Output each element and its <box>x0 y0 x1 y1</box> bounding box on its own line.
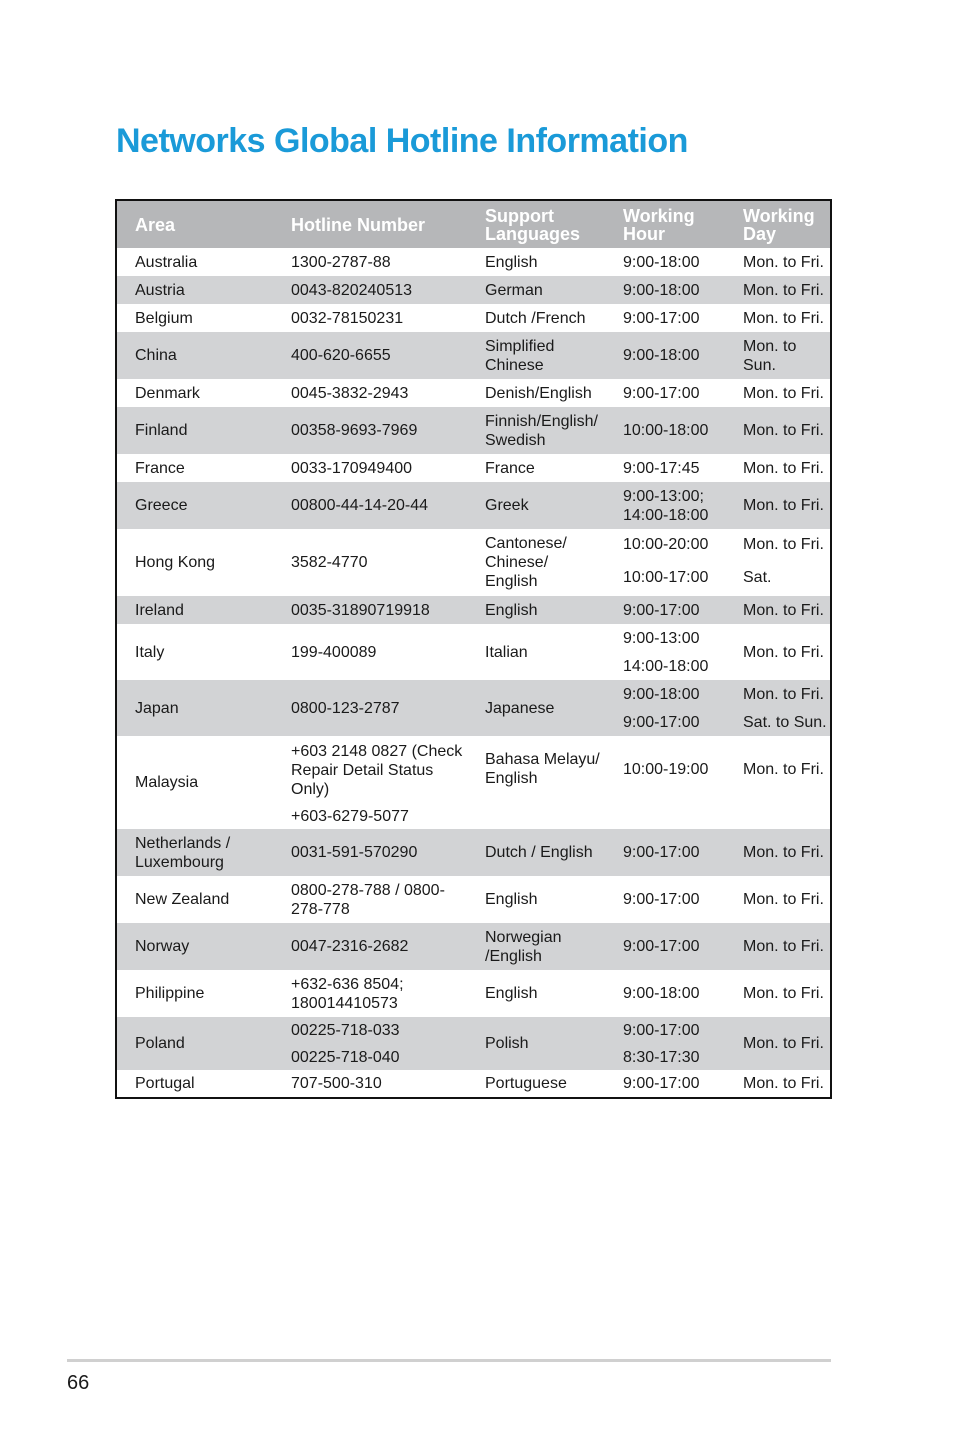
cell-area: Hong Kong <box>116 529 273 596</box>
cell-hotline: 0032-78150231 <box>273 304 467 332</box>
cell-days: Mon. to Fri. <box>725 829 831 876</box>
cell-language: English <box>467 970 605 1017</box>
cell-hours: 9:00-18:00 <box>605 970 725 1017</box>
table-row <box>116 1017 831 1044</box>
cell-hotline: 0043-820240513 <box>273 276 467 304</box>
page-title: Networks Global Hotline Information <box>116 122 688 160</box>
cell-language: Greek <box>467 482 605 529</box>
cell-hotline: 1300-2787-88 <box>273 248 467 276</box>
table-row <box>116 596 831 624</box>
cell-days: Mon. to Fri. <box>725 248 831 276</box>
hotline-table <box>115 199 832 1099</box>
cell-days: Mon. to Fri. <box>725 276 831 304</box>
cell-days: Mon. to Fri. <box>725 923 831 970</box>
cell-hours: 9:00-18:00 <box>605 332 725 379</box>
table-row <box>116 876 831 923</box>
table-row <box>116 736 831 804</box>
cell-area: New Zealand <box>116 876 273 923</box>
table-row <box>116 304 831 332</box>
cell-area: Japan <box>116 680 273 736</box>
cell-hours: 9:00-18:00 <box>605 680 725 708</box>
cell-area: Australia <box>116 248 273 276</box>
cell-hours: 9:00-17:00 <box>605 923 725 970</box>
cell-days: Mon. to Fri. <box>725 379 831 407</box>
table-row <box>116 454 831 482</box>
cell-language: Finnish/English/ Swedish <box>467 407 605 454</box>
cell-language: Simplified Chinese <box>467 332 605 379</box>
cell-days: Mon. to Fri. <box>725 970 831 1017</box>
cell-hours: 14:00-18:00 <box>605 652 725 680</box>
header-area: Area <box>116 200 273 248</box>
cell-language: Bahasa Melayu/ English <box>467 736 605 829</box>
header-support-languages: Support Languages <box>467 200 605 248</box>
cell-days: Mon. to Fri. <box>725 529 831 559</box>
cell-hours: 9:00-18:00 <box>605 276 725 304</box>
cell-hotline: 00800-44-14-20-44 <box>273 482 467 529</box>
cell-hours: 10:00-18:00 <box>605 407 725 454</box>
cell-language: Norwegian /English <box>467 923 605 970</box>
table-row <box>116 248 831 276</box>
cell-language: Dutch /French <box>467 304 605 332</box>
cell-days: Mon. to Fri. <box>725 304 831 332</box>
header-working-hour: Working Hour <box>605 200 725 248</box>
cell-days: Mon. to Fri. <box>725 1070 831 1098</box>
cell-days: Mon. to Fri. <box>725 1017 831 1070</box>
cell-language: English <box>467 876 605 923</box>
cell-area: Philippine <box>116 970 273 1017</box>
table-row <box>116 407 831 454</box>
cell-area: Finland <box>116 407 273 454</box>
table-row <box>116 482 831 529</box>
cell-language: Polish <box>467 1017 605 1070</box>
cell-days: Mon. to Fri. <box>725 736 831 829</box>
table-row <box>116 923 831 970</box>
cell-area: Italy <box>116 624 273 680</box>
cell-language: Cantonese/ Chinese/ English <box>467 529 605 596</box>
cell-hours: 9:00-13:00 <box>605 624 725 652</box>
cell-hours: 10:00-20:00 <box>605 529 725 559</box>
table-row <box>116 1070 831 1098</box>
cell-area: Greece <box>116 482 273 529</box>
cell-days: Mon. to Fri. <box>725 596 831 624</box>
cell-hours: 9:00-13:00; 14:00-18:00 <box>605 482 725 529</box>
cell-days: Mon. to Fri. <box>725 624 831 680</box>
cell-area: Denmark <box>116 379 273 407</box>
cell-hours: 9:00-18:00 <box>605 248 725 276</box>
table-row <box>116 829 831 876</box>
cell-language: English <box>467 596 605 624</box>
cell-days: Mon. to Fri. <box>725 680 831 708</box>
table-row <box>116 970 831 1017</box>
cell-hours: 10:00-19:00 <box>605 736 725 829</box>
cell-hours: 9:00-17:45 <box>605 454 725 482</box>
cell-hotline: 00225-718-033 <box>273 1017 467 1044</box>
cell-hours: 9:00-17:00 <box>605 596 725 624</box>
footer-divider <box>67 1359 831 1362</box>
cell-days: Sat. <box>725 559 831 596</box>
table-row <box>116 276 831 304</box>
cell-area: Portugal <box>116 1070 273 1098</box>
table-row <box>116 332 831 379</box>
cell-language: Portuguese <box>467 1070 605 1098</box>
cell-language: English <box>467 248 605 276</box>
cell-language: Italian <box>467 624 605 680</box>
cell-hotline: 0031-591-570290 <box>273 829 467 876</box>
cell-hours: 9:00-17:00 <box>605 379 725 407</box>
cell-hotline: 0045-3832-2943 <box>273 379 467 407</box>
cell-area: Norway <box>116 923 273 970</box>
cell-area: Poland <box>116 1017 273 1070</box>
cell-hours: 9:00-17:00 <box>605 304 725 332</box>
cell-hours: 9:00-17:00 <box>605 1017 725 1044</box>
cell-language: German <box>467 276 605 304</box>
cell-area: Austria <box>116 276 273 304</box>
table-row <box>116 529 831 559</box>
cell-hours: 9:00-17:00 <box>605 876 725 923</box>
cell-days: Sat. to Sun. <box>725 708 831 736</box>
cell-hotline: 707-500-310 <box>273 1070 467 1098</box>
cell-hotline: 3582-4770 <box>273 529 467 596</box>
cell-hotline: 400-620-6655 <box>273 332 467 379</box>
cell-hotline: +632-636 8504; 180014410573 <box>273 970 467 1017</box>
cell-hotline: 0035-31890719918 <box>273 596 467 624</box>
page-number: 66 <box>67 1372 90 1394</box>
cell-days: Mon. to Fri. <box>725 407 831 454</box>
header-working-day: Working Day <box>725 200 831 248</box>
cell-hotline: 0800-278-788 / 0800-278-778 <box>273 876 467 923</box>
cell-hotline: 0047-2316-2682 <box>273 923 467 970</box>
cell-area: Netherlands / Luxembourg <box>116 829 273 876</box>
cell-days: Mon. to Fri. <box>725 454 831 482</box>
cell-area: China <box>116 332 273 379</box>
table-row <box>116 680 831 708</box>
table-row <box>116 379 831 407</box>
cell-hotline: 199-400089 <box>273 624 467 680</box>
cell-area: France <box>116 454 273 482</box>
cell-hotline: 0033-170949400 <box>273 454 467 482</box>
cell-area: Ireland <box>116 596 273 624</box>
header-hotline-number: Hotline Number <box>273 200 467 248</box>
cell-hotline: 0800-123-2787 <box>273 680 467 736</box>
cell-hours: 10:00-17:00 <box>605 559 725 596</box>
cell-language: Dutch / English <box>467 829 605 876</box>
cell-hotline: 00358-9693-7969 <box>273 407 467 454</box>
cell-hotline: 00225-718-040 <box>273 1044 467 1070</box>
cell-language: Japanese <box>467 680 605 736</box>
cell-days: Mon. to Fri. <box>725 482 831 529</box>
cell-area: Belgium <box>116 304 273 332</box>
cell-hotline: +603-6279-5077 <box>273 804 467 829</box>
cell-hours: 9:00-17:00 <box>605 829 725 876</box>
cell-hours: 9:00-17:00 <box>605 708 725 736</box>
cell-language: Denish/English <box>467 379 605 407</box>
cell-hours: 9:00-17:00 <box>605 1070 725 1098</box>
cell-area: Malaysia <box>116 736 273 829</box>
cell-hotline: +603 2148 0827 (Check Repair Detail Status Only) <box>273 736 467 804</box>
table-header-row <box>116 200 831 248</box>
cell-days: Mon. to Sun. <box>725 332 831 379</box>
table-row <box>116 624 831 652</box>
cell-days: Mon. to Fri. <box>725 876 831 923</box>
cell-language: France <box>467 454 605 482</box>
cell-hours: 8:30-17:30 <box>605 1044 725 1070</box>
